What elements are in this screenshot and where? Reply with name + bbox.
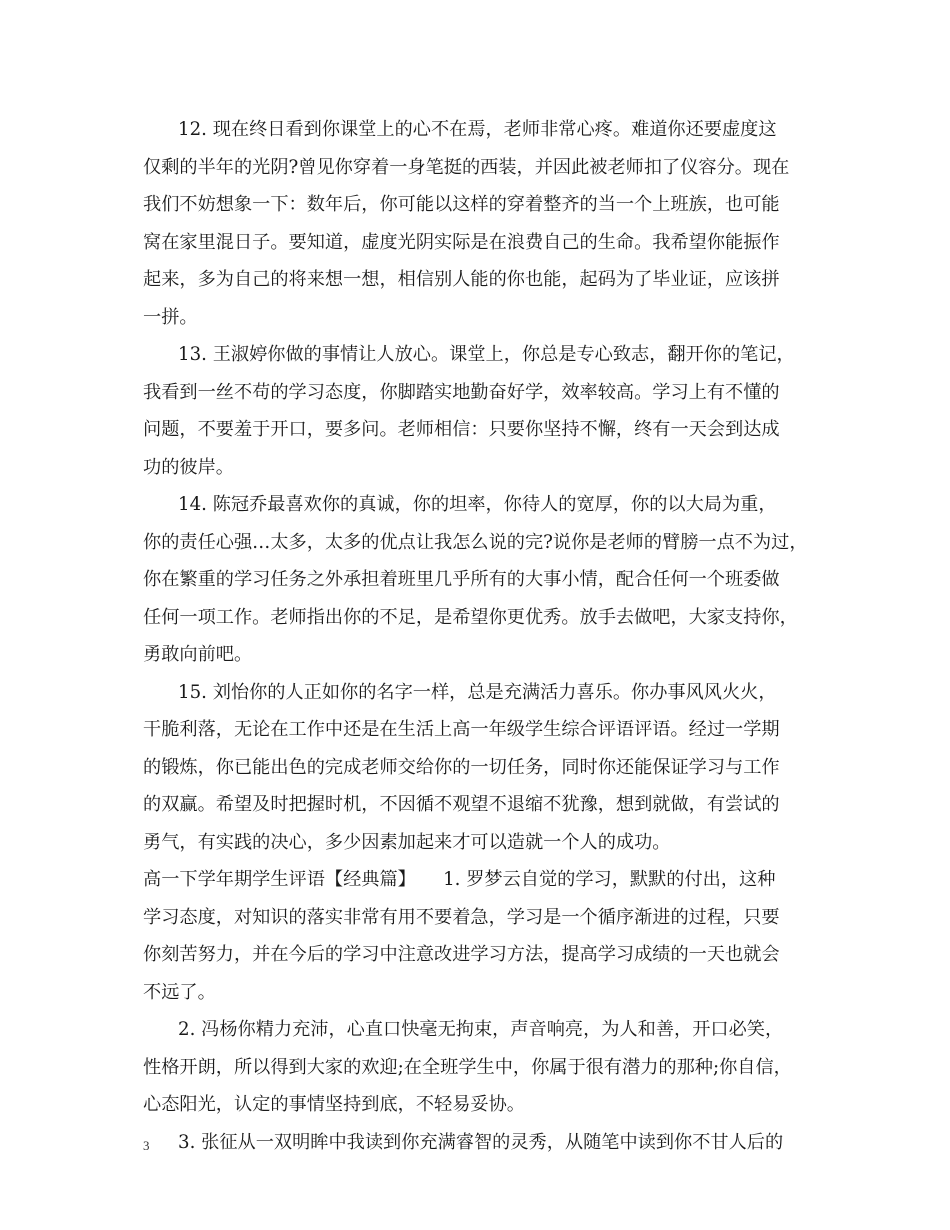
- text-line: 你在繁重的学习任务之外承担着班里几乎所有的大事小情，配合任何一个班委做: [143, 569, 780, 590]
- text-line: 任何一项工作。老师指出你的不足，是希望你更优秀。放手去做吧，大家支持你，: [143, 606, 798, 628]
- text-line: 心态阳光，认定的事情坚持到底，不轻易妥协。: [143, 1094, 525, 1115]
- text-line: 你的责任心强…太多，太多的优点让我怎么说的完?说你是老师的臂膀一点不为过，: [143, 531, 808, 553]
- text-line: 14. 陈冠乔最喜欢你的真诚，你的坦率，你待人的宽厚，你的以大局为重，: [178, 494, 777, 515]
- section-heading-line: 高一下学年期学生评语【经典篇】 1. 罗梦云自觉的学习，默默的付出，这种: [143, 869, 776, 890]
- text-line: 仅剩的半年的光阴?曾见你穿着一身笔挺的西装，并因此被老师扣了仪容分。现在: [143, 156, 790, 178]
- page-number: 3: [143, 1138, 150, 1153]
- text-line: 你刻苦努力，并在今后的学习中注意改进学习方法，提高学习成绩的一天也就会: [143, 944, 780, 965]
- text-line: 2. 冯杨你精力充沛，心直口快毫无拘束，声音响亮，为人和善，开口必笑，: [178, 1019, 784, 1040]
- text-line: 干脆利落，无论在工作中还是在生活上高一年级学生综合评语评语。经过一学期: [143, 719, 780, 740]
- text-line: 勇气，有实践的决心，多少因素加起来才可以造就一个人的成功。: [143, 831, 671, 853]
- text-line: 性格开朗，所以得到大家的欢迎;在全班学生中，你属于很有潜力的那种;你自信，: [143, 1056, 792, 1078]
- text-line: 我们不妨想象一下：数年后，你可能以这样的穿着整齐的当一个上班族，也可能: [143, 194, 780, 215]
- text-line: 3. 张征从一双明眸中我读到你充满睿智的灵秀，从随笔中读到你不甘人后的: [178, 1131, 784, 1153]
- text-line: 学习态度，对知识的落实非常有用不要着急，学习是一个循序渐进的过程，只要: [143, 906, 780, 928]
- text-line: 12. 现在终日看到你课堂上的心不在焉，老师非常心疼。难道你还要虚度这: [178, 119, 777, 140]
- text-line: 的锻炼，你已能出色的完成老师交给你的一切任务，同时你还能保证学习与工作: [143, 756, 780, 778]
- text-line: 的双赢。希望及时把握时机，不因循不观望不退缩不犹豫，想到就做，有尝试的: [143, 794, 780, 815]
- text-line: 功的彼岸。: [143, 456, 234, 478]
- text-line: 勇敢向前吧。: [143, 644, 253, 665]
- text-line: 不远了。: [143, 981, 216, 1003]
- text-line: 窝在家里混日子。要知道，虚度光阴实际是在浪费自己的生命。我希望你能振作: [143, 231, 780, 253]
- text-line: 起来，多为自己的将来想一想，相信别人能的你也能，起码为了毕业证，应该拼: [143, 269, 780, 290]
- text-line: 15. 刘怡你的人正如你的名字一样，总是充满活力喜乐。你办事风风火火，: [178, 681, 777, 703]
- text-line: 问题，不要羞于开口，要多问。老师相信：只要你坚持不懈，终有一天会到达成: [143, 419, 780, 440]
- text-line: 我看到一丝不苟的学习态度，你脚踏实地勤奋好学，效率较高。学习上有不懂的: [143, 381, 780, 403]
- text-line: 13. 王淑婷你做的事情让人放心。课堂上，你总是专心致志，翻开你的笔记，: [178, 344, 795, 365]
- text-line: 一拼。: [143, 306, 198, 328]
